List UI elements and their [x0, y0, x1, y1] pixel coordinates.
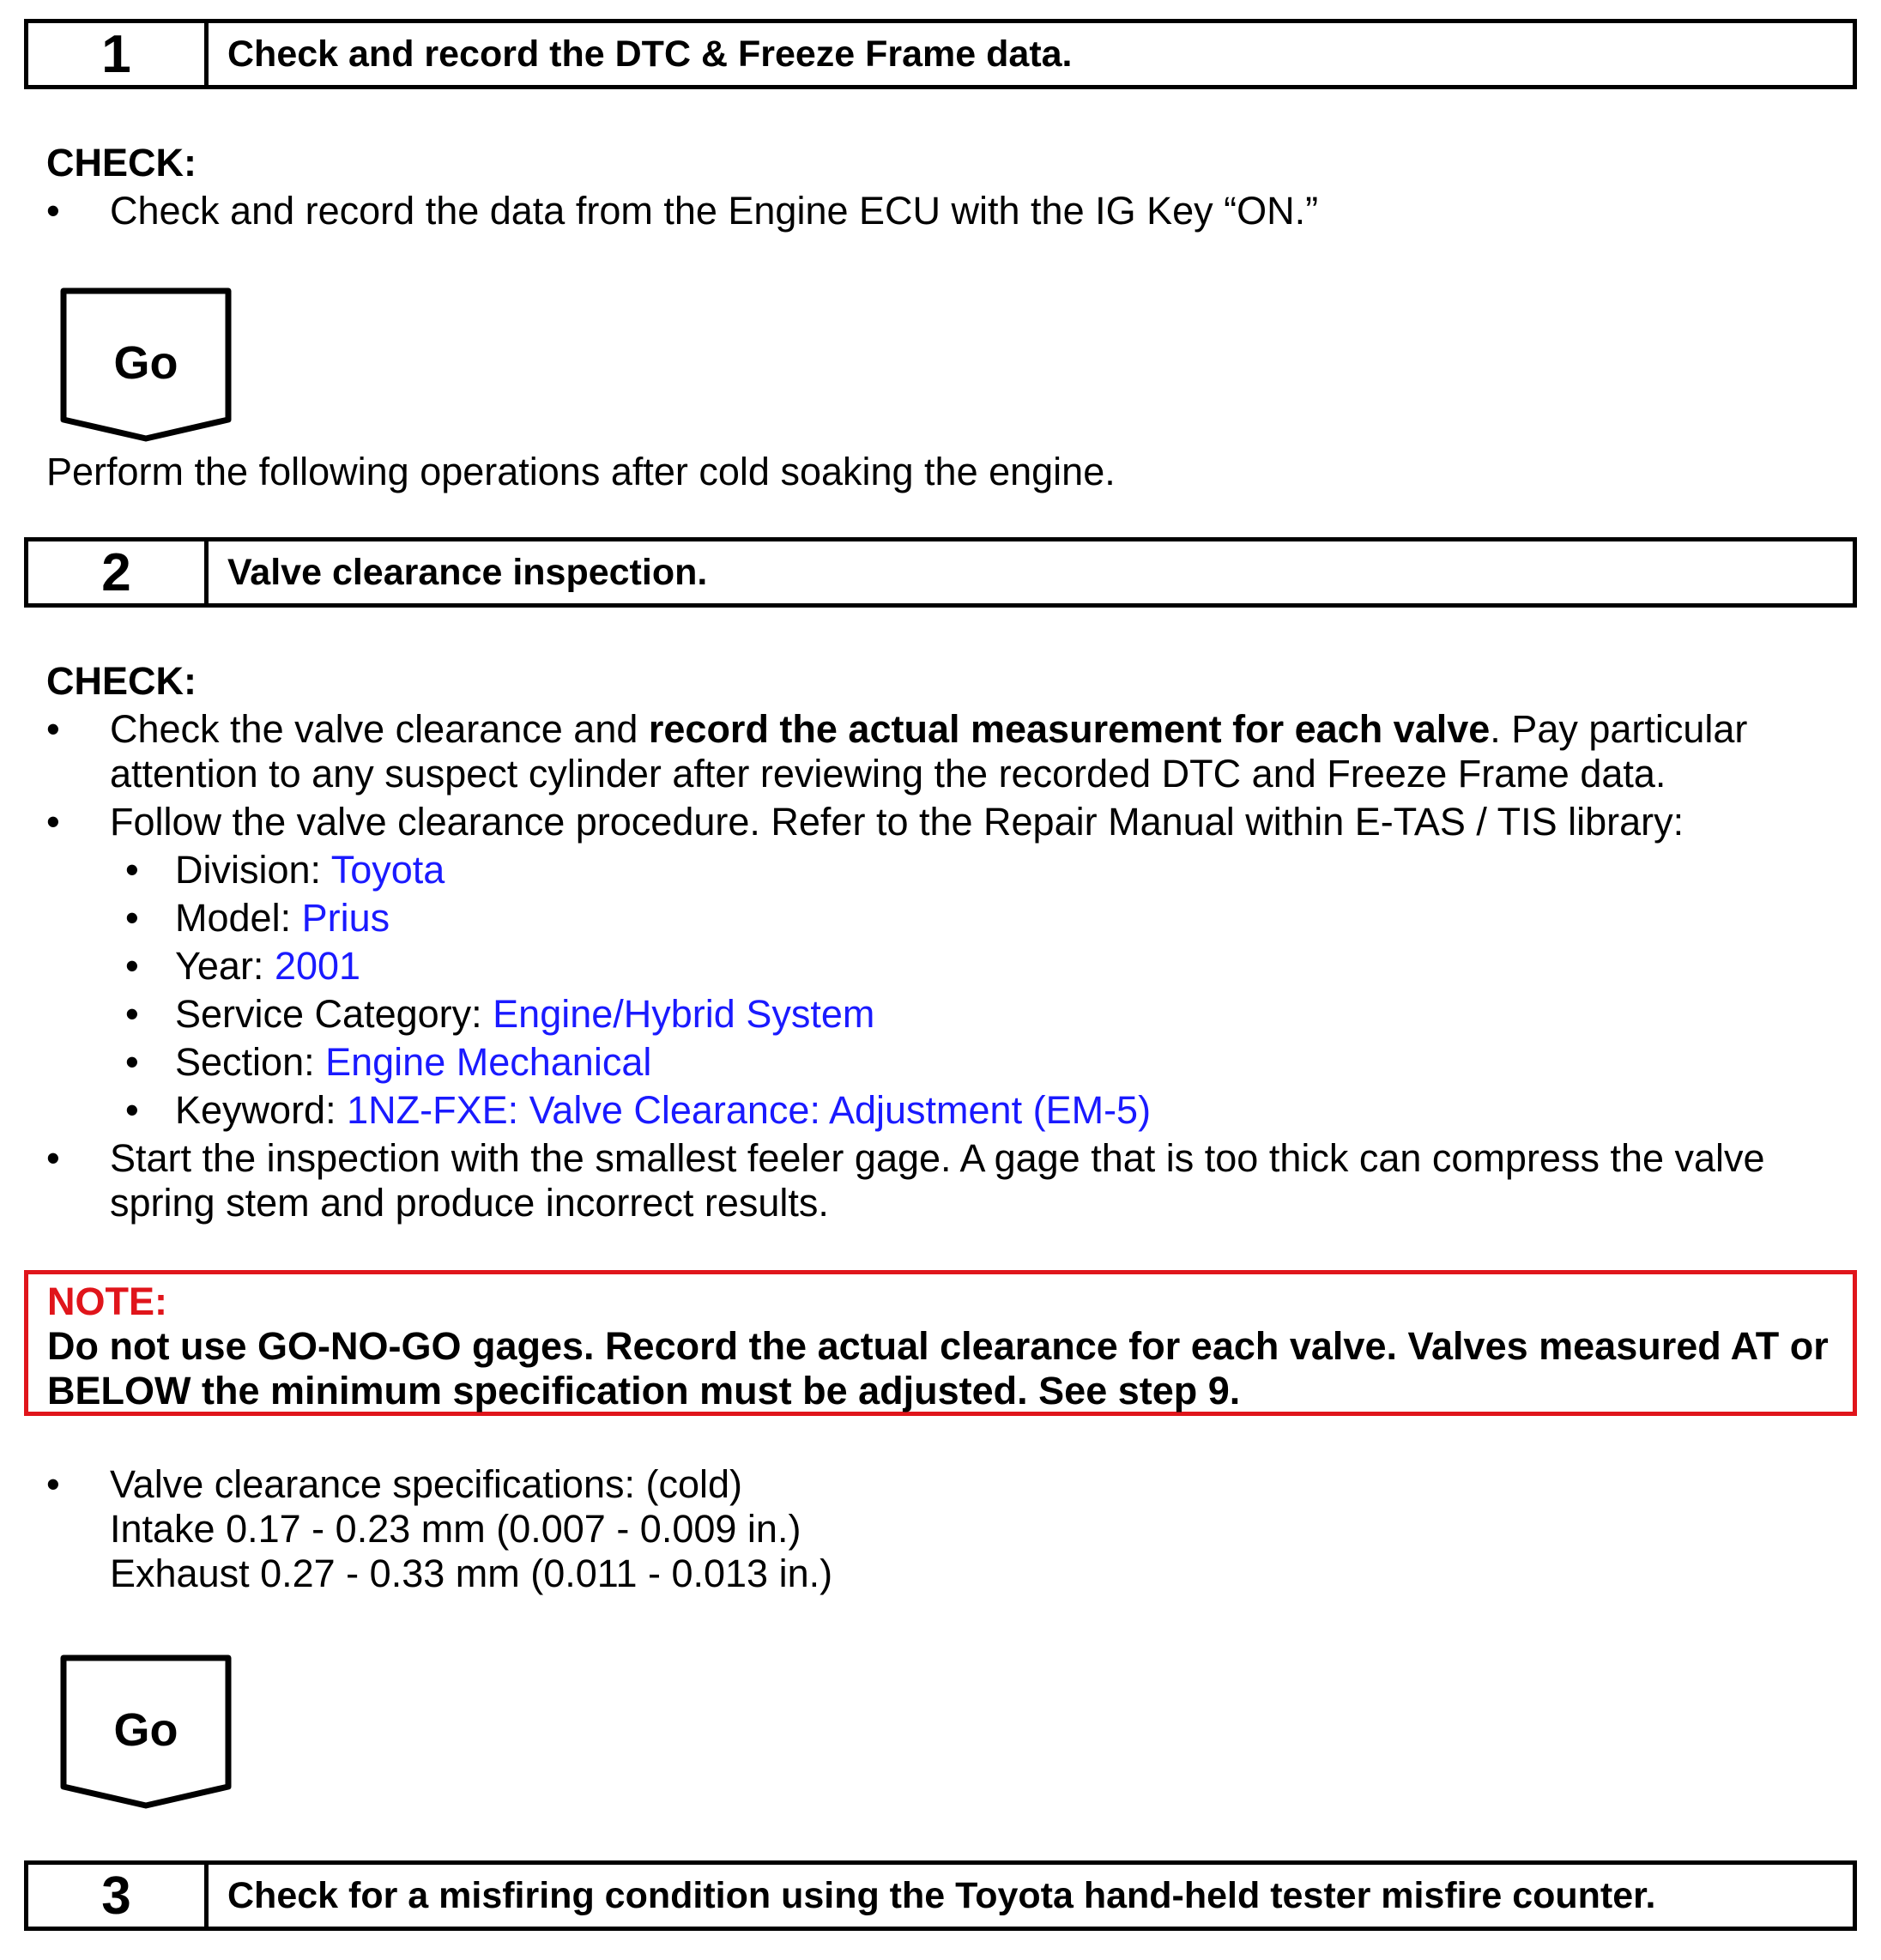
list-item: • Follow the valve clearance procedure. Refer to the Repair Manual within E-TAS / TIS library:	[46, 800, 1684, 844]
step-title: Check for a misfiring condition using the Toyota hand-held tester misfire counter.	[227, 1874, 1656, 1916]
step-1-header	[24, 19, 1857, 89]
note-box	[24, 1270, 1857, 1416]
step-number: 1	[28, 23, 209, 85]
step-number: 3	[28, 1865, 209, 1927]
go-badge-icon	[60, 1655, 232, 1809]
intake-spec: Intake 0.17 - 0.23 mm (0.007 - 0.009 in.)	[110, 1507, 801, 1551]
list-item: • Start the inspection with the smallest feeler gage. A gage that is too thick can compress the valve spring stem and produce incorrect results.	[46, 1136, 1765, 1225]
go-badge-icon	[60, 287, 232, 442]
note-text: Do not use GO-NO-GO gages. Record the actual clearance for each valve. Valves measured AT or BELOW the minimum specification must be adjusted. See step 9.	[47, 1324, 1829, 1413]
step-2-header	[24, 537, 1857, 608]
go-label: Go	[113, 1704, 178, 1756]
check-label: CHECK:	[46, 659, 197, 703]
step-3-header	[24, 1860, 1857, 1931]
division-link[interactable]: Toyota	[330, 848, 445, 892]
section-link[interactable]: Engine Mechanical	[325, 1040, 652, 1084]
step-title: Valve clearance inspection.	[227, 551, 708, 593]
year-link[interactable]: 2001	[274, 944, 361, 988]
specs-heading: Valve clearance specifications: (cold)	[110, 1462, 743, 1506]
step-number: 2	[28, 541, 209, 603]
check-label: CHECK:	[46, 141, 197, 185]
valve-clearance-specs: • Valve clearance specifications: (cold) Intake 0.17 - 0.23 mm (0.007 - 0.009 in.) Exhaust 0.27 - 0.33 mm (0.011 - 0.013 in.)	[46, 1462, 833, 1595]
service-category-link[interactable]: Engine/Hybrid System	[493, 992, 875, 1036]
note-label: NOTE:	[47, 1279, 167, 1323]
list-item: • Check and record the data from the Engine ECU with the IG Key “ON.”	[46, 189, 1319, 233]
go-label: Go	[113, 337, 178, 389]
exhaust-spec: Exhaust 0.27 - 0.33 mm (0.011 - 0.013 in.)	[110, 1552, 833, 1595]
step-title: Check and record the DTC & Freeze Frame data.	[227, 33, 1073, 75]
list-item: • Check the valve clearance and record the actual measurement for each valve. Pay particular attention to any suspect cylinder after reviewing the recorded DTC and Freeze Frame data.	[46, 707, 1748, 795]
model-link[interactable]: Prius	[301, 896, 390, 940]
cold-soak-instruction: Perform the following operations after cold soaking the engine.	[46, 450, 1116, 493]
keyword-link[interactable]: 1NZ-FXE: Valve Clearance: Adjustment (EM-5)	[347, 1088, 1152, 1132]
